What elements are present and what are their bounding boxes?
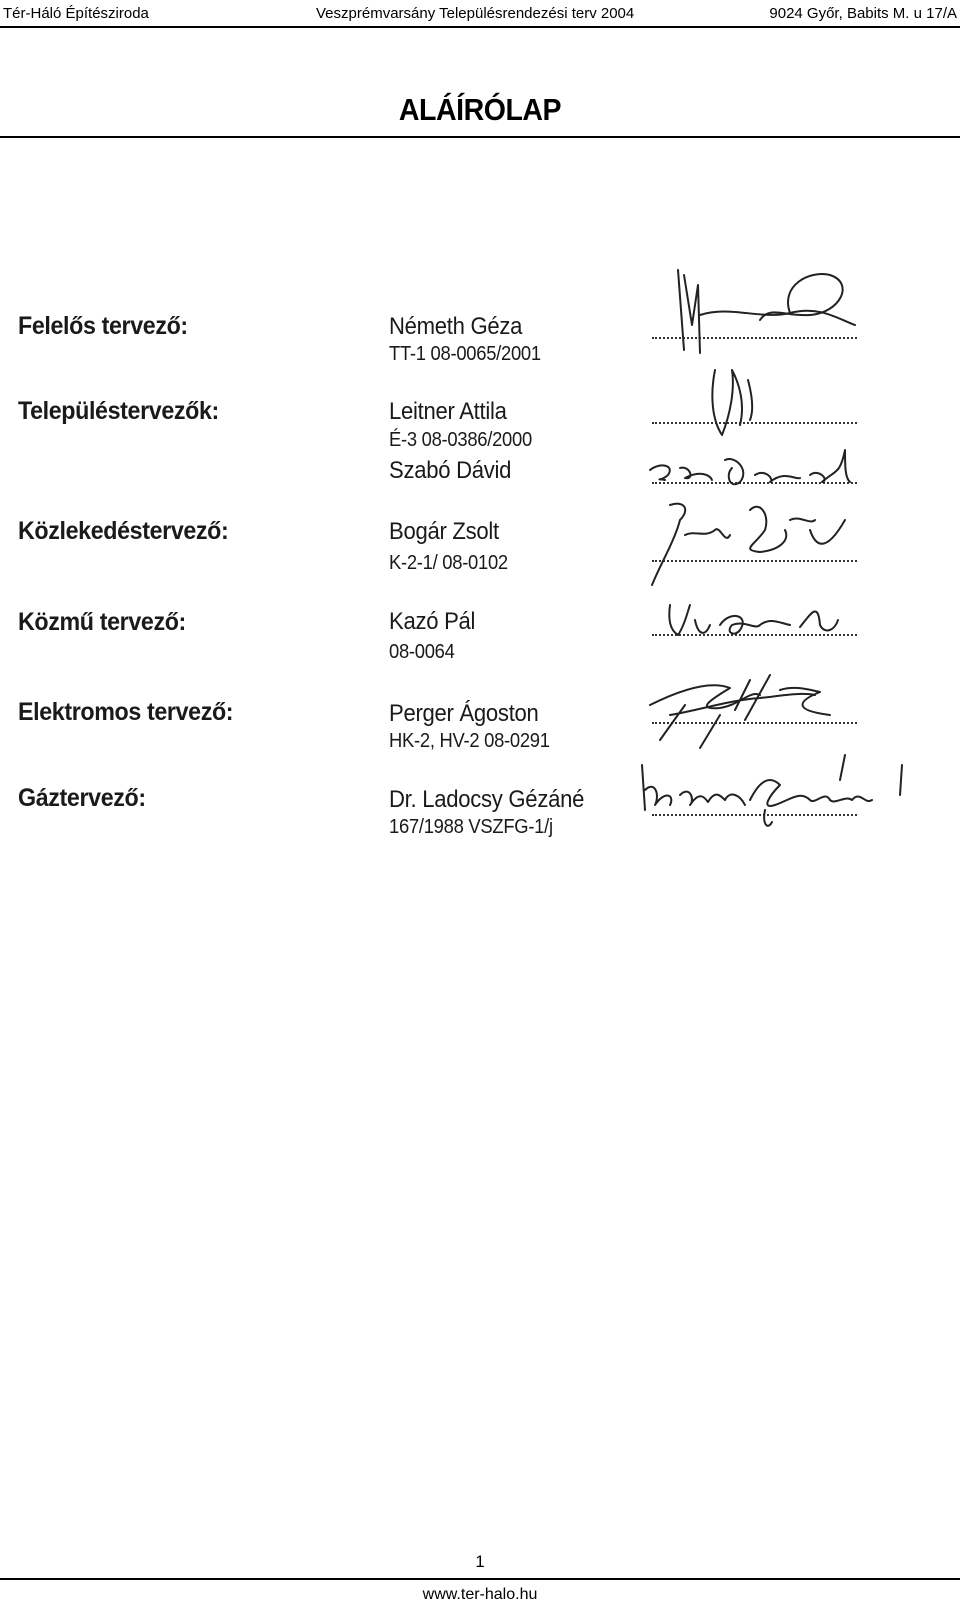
designer-registration: TT-1 08-0065/2001	[389, 343, 541, 365]
header-rule	[0, 26, 960, 28]
designer-name: Bogár Zsolt	[389, 518, 499, 545]
designer-registration: 167/1988 VSZFG-1/j	[389, 816, 553, 838]
designer-registration: HK-2, HV-2 08-0291	[389, 730, 550, 752]
signature-nemeth-icon	[640, 265, 870, 360]
designer-registration: K-2-1/ 08-0102	[389, 552, 508, 574]
signature-bogar-icon	[640, 490, 870, 595]
designer-name: Kazó Pál	[389, 608, 476, 635]
designer-name: Németh Géza	[389, 313, 523, 340]
role-label: Közmű tervező:	[18, 608, 186, 636]
header-address: 9024 Győr, Babits M. u 17/A	[769, 5, 957, 22]
title-rule	[0, 136, 960, 138]
designer-registration: 08-0064	[389, 641, 455, 663]
designer-name: Perger Ágoston	[389, 700, 539, 727]
role-label: Felelős tervező:	[18, 312, 188, 340]
designer-registration: É-3 08-0386/2000	[389, 429, 532, 451]
page-title: ALÁÍRÓLAP	[398, 92, 562, 127]
footer-rule	[0, 1578, 960, 1580]
header-office: Tér-Háló Építésziroda	[3, 5, 149, 22]
signature-kazo-icon	[640, 595, 870, 650]
designer-name: Szabó Dávid	[389, 457, 512, 484]
signature-ladocsy-icon	[640, 750, 920, 845]
designer-name: Leitner Attila	[389, 398, 507, 425]
signature-perger-icon	[640, 670, 870, 755]
role-label: Közlekedéstervező:	[18, 517, 229, 545]
designer-name: Dr. Ladocsy Gézáné	[389, 786, 585, 813]
signature-leitner-icon	[640, 355, 870, 450]
role-label: Gáztervező:	[18, 784, 146, 812]
role-label: Településtervezők:	[18, 397, 219, 425]
footer-url: www.ter-halo.hu	[422, 1586, 538, 1603]
header-project: Veszprémvarsány Településrendezési terv 2004	[316, 5, 635, 22]
page-number: 1	[475, 1552, 485, 1571]
role-label: Elektromos tervező:	[18, 698, 234, 726]
page-header	[0, 0, 960, 28]
